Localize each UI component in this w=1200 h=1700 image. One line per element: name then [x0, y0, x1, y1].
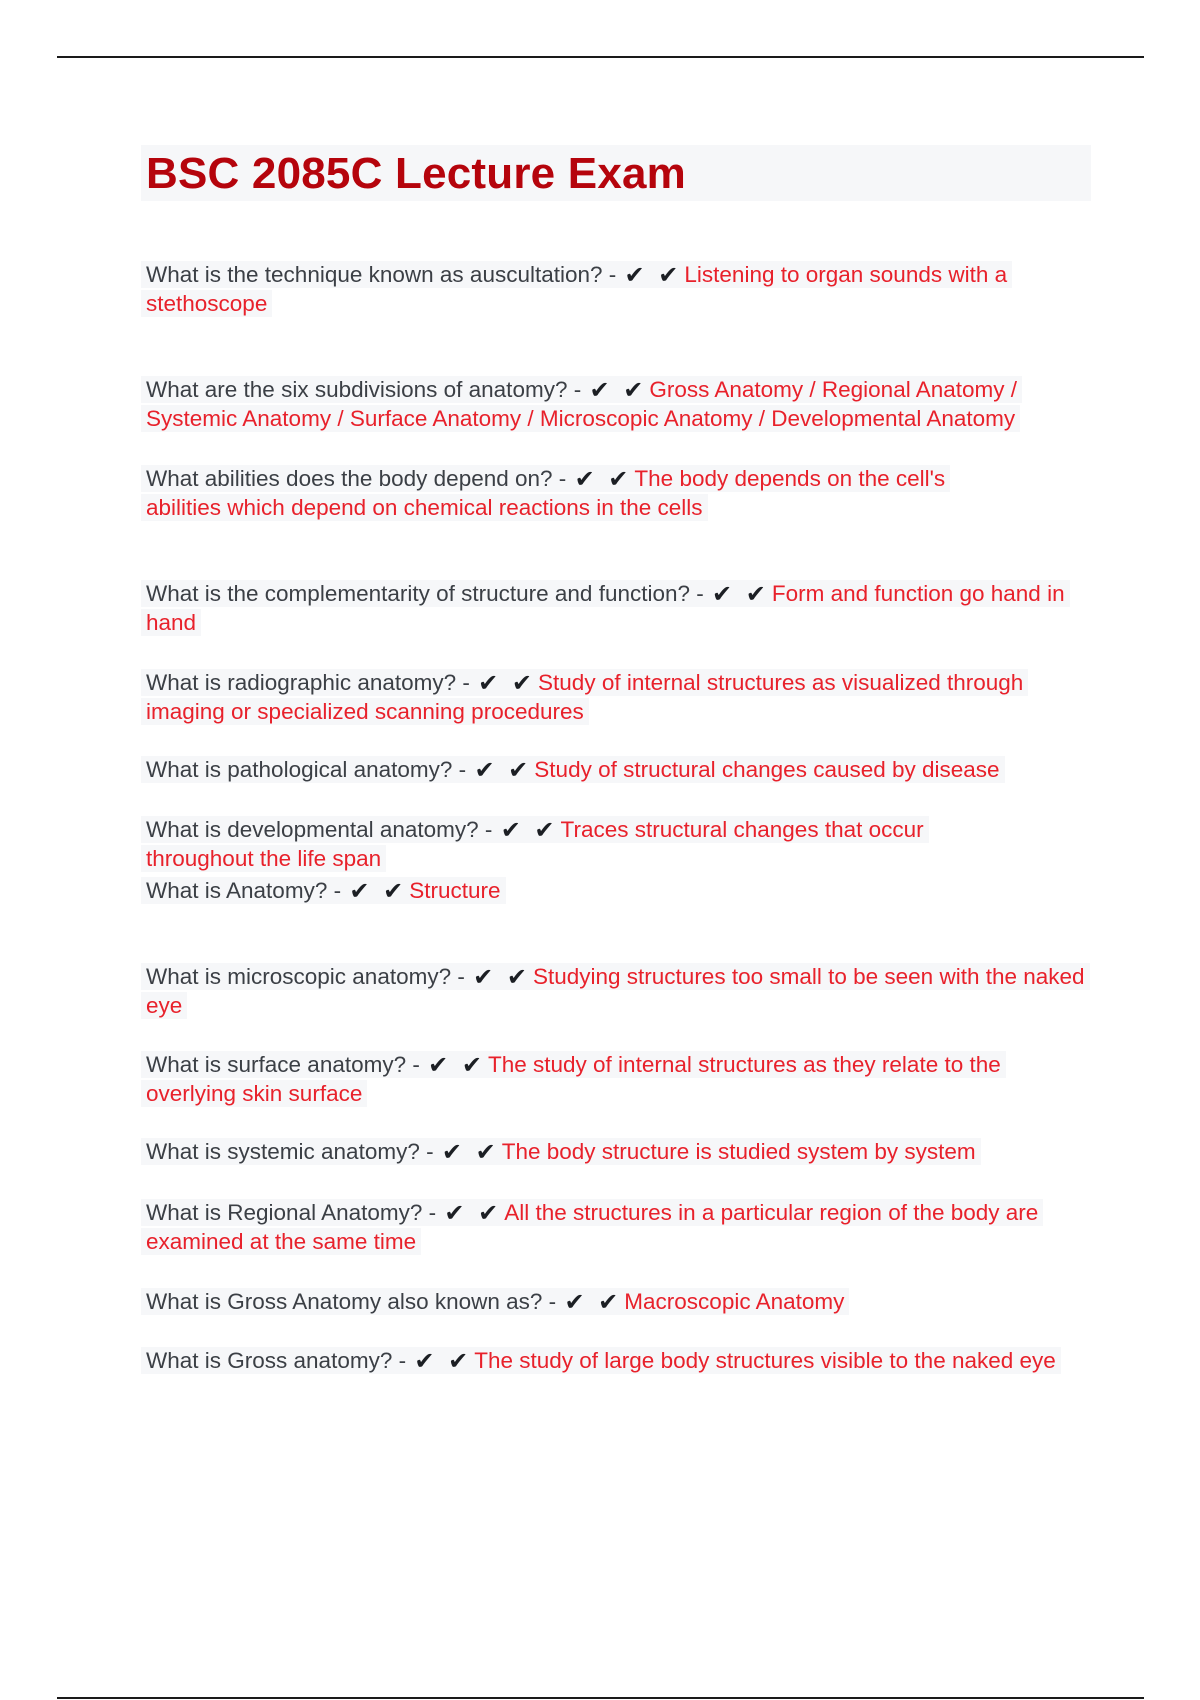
answer-text: The study of large body structures visible to the naked eye — [474, 1348, 1056, 1373]
answer-text: The body structure is studied system by system — [501, 1139, 976, 1164]
answer-text: Study of internal structures as visualized through imaging or specialized scanning procedures — [146, 670, 1024, 724]
qa-item — [141, 1050, 1081, 1108]
qa-item — [141, 1198, 1081, 1256]
checkmark-icon: ✔ ✔ — [478, 669, 536, 697]
qa-item — [141, 668, 1101, 726]
answer-text: Studying structures too small to be seen with the naked eye — [146, 964, 1085, 1018]
qa-item — [141, 962, 1101, 1020]
question-text: What is Gross anatomy? - — [146, 1348, 407, 1373]
qa-item — [141, 755, 1101, 784]
top-rule — [57, 56, 1144, 58]
question-text: What is radiographic anatomy? - — [146, 670, 470, 695]
answer-text: Traces structural changes that occur throughout the life span — [146, 817, 924, 871]
checkmark-icon: ✔ ✔ — [349, 877, 407, 905]
answer-text: Listening to organ sounds with a stethoscope — [146, 262, 1008, 316]
question-text: What is Gross Anatomy also known as? - — [146, 1289, 557, 1314]
question-text: What abilities does the body depend on? - — [146, 466, 567, 491]
question-text: What is Anatomy? - — [146, 878, 342, 903]
answer-text: Macroscopic Anatomy — [624, 1289, 845, 1314]
checkmark-icon: ✔ ✔ — [564, 1288, 622, 1316]
qa-item — [141, 260, 1091, 318]
document-title: BSC 2085C Lecture Exam — [146, 149, 686, 198]
qa-item — [141, 1346, 1101, 1375]
checkmark-icon: ✔ ✔ — [474, 756, 532, 784]
question-text: What is the complementarity of structure and function? - — [146, 581, 704, 606]
bottom-rule — [57, 1697, 1144, 1699]
checkmark-icon: ✔ ✔ — [574, 465, 632, 493]
qa-item — [141, 1137, 1101, 1166]
answer-text: All the structures in a particular region of the body are examined at the same time — [146, 1200, 1039, 1254]
qa-item — [141, 876, 1101, 905]
qa-item — [141, 464, 1021, 522]
question-text: What is pathological anatomy? - — [146, 757, 467, 782]
checkmark-icon: ✔ ✔ — [624, 261, 682, 289]
answer-text: The body depends on the cell's abilities which depend on chemical reactions in the cells — [146, 466, 946, 520]
question-text: What is the technique known as auscultation? - — [146, 262, 617, 287]
question-text: What is Regional Anatomy? - — [146, 1200, 437, 1225]
question-text: What are the six subdivisions of anatomy? - — [146, 377, 582, 402]
qa-item — [141, 579, 1071, 637]
answer-text: Form and function go hand in hand — [146, 581, 1065, 635]
qa-item — [141, 815, 1011, 873]
answer-text: Study of structural changes caused by disease — [534, 757, 1000, 782]
question-text: What is systemic anatomy? - — [146, 1139, 434, 1164]
checkmark-icon: ✔ ✔ — [500, 816, 558, 844]
checkmark-icon: ✔ ✔ — [589, 376, 647, 404]
question-text: What is microscopic anatomy? - — [146, 964, 465, 989]
checkmark-icon: ✔ ✔ — [712, 580, 769, 608]
checkmark-icon: ✔ ✔ — [473, 963, 530, 991]
question-text: What is developmental anatomy? - — [146, 817, 493, 842]
checkmark-icon: ✔ ✔ — [414, 1347, 472, 1375]
checkmark-icon: ✔ ✔ — [428, 1051, 485, 1079]
checkmark-icon: ✔ ✔ — [444, 1199, 502, 1227]
answer-text: Structure — [409, 878, 501, 903]
answer-text: Gross Anatomy / Regional Anatomy / Systemic Anatomy / Surface Anatomy / Microscopic Anatomy / Developmental Anatomy — [146, 377, 1018, 431]
qa-item — [141, 375, 1101, 433]
question-text: What is surface anatomy? - — [146, 1052, 420, 1077]
answer-text: The study of internal structures as they relate to the overlying skin surface — [146, 1052, 1001, 1106]
qa-item — [141, 1287, 1101, 1316]
checkmark-icon: ✔ ✔ — [441, 1138, 499, 1166]
title-banner — [141, 145, 1091, 201]
